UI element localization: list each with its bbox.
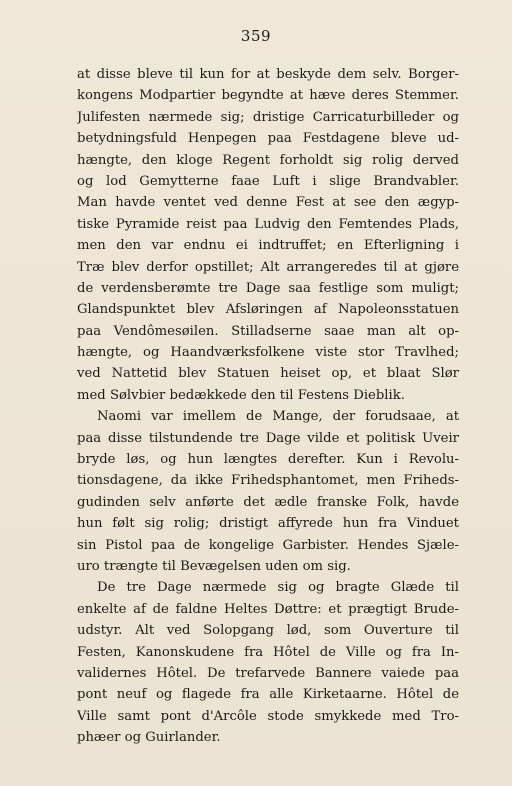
text-line: hængte, den kloge Regent forholdt sig rolig derved (77, 152, 459, 168)
text-line: og lod Gemytterne faae Luft i slige Brandvabler. (77, 173, 459, 189)
text-line: phæer og Guirlander. (77, 730, 221, 746)
text-line: paa Vendômesøilen. Stilladserne saae man alt op- (77, 323, 459, 339)
text-line: Naomi var imellem de Mange, der forudsaae, at (97, 409, 459, 425)
text-line: at disse bleve til kun for at beskyde dem selv. Borger- (77, 67, 459, 82)
text-line: bryde løs, og hun længtes derefter. Kun i Revolu- (77, 452, 459, 468)
text-line: Julifesten nærmede sig; dristige Carricaturbilleder og (77, 109, 459, 125)
text-line: Glandspunktet blev Afsløringen af Napoleonsstatuen (77, 302, 459, 318)
text-line: kongens Modpartier begyndte at hæve deres Stemmer. (77, 88, 459, 104)
text-line: paa disse tilstundende tre Dage vilde et politisk Uveir (77, 430, 459, 446)
text-line: gudinden selv anførte det ædle franske Folk, havde (77, 494, 459, 510)
text-line: pont neuf og flagede fra alle Kirketaarne. Hôtel de (77, 687, 459, 703)
text-line: Man havde ventet ved denne Fest at see den ægyp- (77, 195, 459, 211)
text-line: Træ blev derfor opstillet; Alt arrangeredes til at gjøre (77, 259, 459, 275)
text-line: enkelte af de faldne Heltes Døttre: et prægtigt Brude- (77, 601, 459, 617)
text-line: udstyr. Alt ved Solopgang lød, som Ouverture til (77, 623, 459, 639)
text-line: De tre Dage nærmede sig og bragte Glæde til (97, 580, 459, 596)
text-line: sin Pistol paa de kongelige Garbister. Hendes Sjæle- (77, 537, 459, 553)
text-line: Ville samt pont d'Arcôle stode smykkede med Tro- (77, 708, 459, 724)
text-line: Festen, Kanonskudene fra Hôtel de Ville og fra In- (77, 644, 459, 660)
text-line: de verdensberømte tre Dage saa festlige som muligt; (77, 280, 459, 296)
text-line: hun følt sig rolig; dristigt affyrede hun fra Vinduet (77, 516, 459, 532)
text-line: tiske Pyramide reist paa Ludvig den Femtendes Plads, (77, 216, 459, 232)
text-line: validernes Hôtel. De trefarvede Bannere vaiede paa (77, 665, 459, 681)
body-text (77, 64, 459, 749)
text-line: men den var endnu ei indtruffet; en Efterligning i (77, 238, 459, 254)
text-line: betydningsfuld Henpegen paa Festdagene bleve ud- (77, 131, 459, 147)
text-line: tionsdagene, da ikke Frihedsphantomet, men Friheds- (77, 473, 459, 489)
page-number: 359 (240, 27, 272, 45)
text-line: ved Nattetid blev Statuen heiset op, et blaat Slør (77, 366, 459, 382)
text-line: med Sølvbier bedækkede den til Festens Dieblik. (77, 387, 405, 403)
text-line: uro trængte til Bevægelsen uden om sig. (77, 558, 351, 574)
text-line: hængte, og Haandværksfolkene viste stor Travlhed; (77, 345, 459, 361)
